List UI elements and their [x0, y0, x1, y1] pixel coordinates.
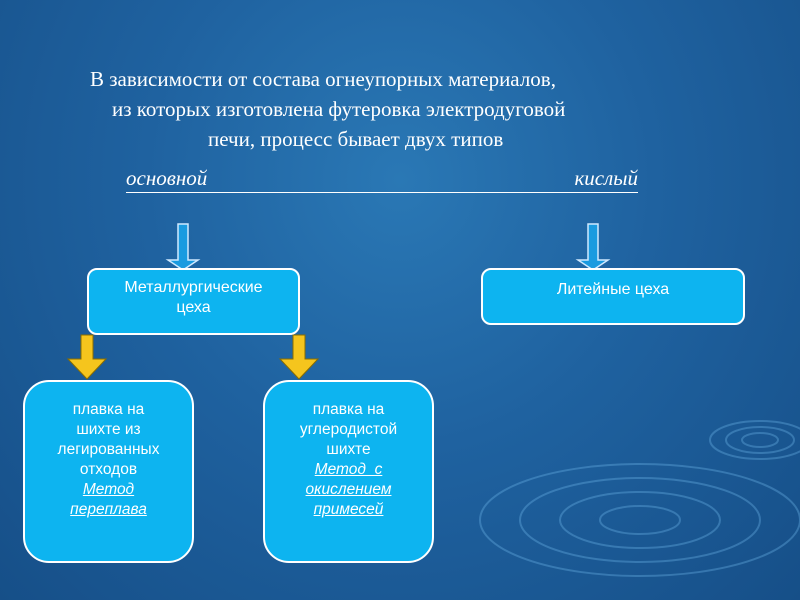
carbon-method-1: Метод с	[314, 461, 383, 478]
arrow-down-icon	[64, 333, 110, 381]
carbon-line-1: плавка на	[312, 401, 385, 418]
carbon-method-3: примесей	[313, 501, 384, 518]
alloy-method-2: переплава	[70, 501, 147, 518]
arrow-down-icon	[573, 222, 613, 272]
alloy-line-1: плавка на	[72, 401, 145, 418]
carbon-line-3: шихте	[326, 441, 371, 458]
type-acid: кислый	[574, 166, 638, 190]
metallurgical-shops-box	[87, 268, 300, 335]
heading-line-1: В зависимости от состава огнеупорных материалов,	[90, 67, 556, 91]
alloy-line-3: легированных	[57, 441, 160, 458]
alloy-line-2: шихте из	[76, 421, 141, 438]
carbon-charge-melting-box	[263, 380, 434, 563]
heading-text	[60, 64, 740, 154]
foundry-shops-box	[481, 268, 745, 325]
alloy-line-4: отходов	[79, 461, 138, 478]
carbon-line-2: углеродистой	[299, 421, 398, 438]
carbon-method-2: окислением	[305, 481, 392, 498]
metallurgical-line-2: цеха	[176, 299, 211, 316]
arrow-down-icon	[276, 333, 322, 381]
heading-line-3: печи, процесс бывает двух типов	[208, 127, 504, 151]
alloy-scrap-melting-box	[23, 380, 194, 563]
process-types-line	[126, 164, 638, 193]
metallurgical-line-1: Металлургические	[124, 279, 263, 296]
heading-line-2: из которых изготовлена футеровка электродуговой	[112, 97, 566, 121]
alloy-method-1: Метод	[82, 481, 135, 498]
foundry-label: Литейные цеха	[556, 281, 670, 298]
type-basic: основной	[126, 166, 208, 190]
arrow-down-icon	[163, 222, 203, 272]
